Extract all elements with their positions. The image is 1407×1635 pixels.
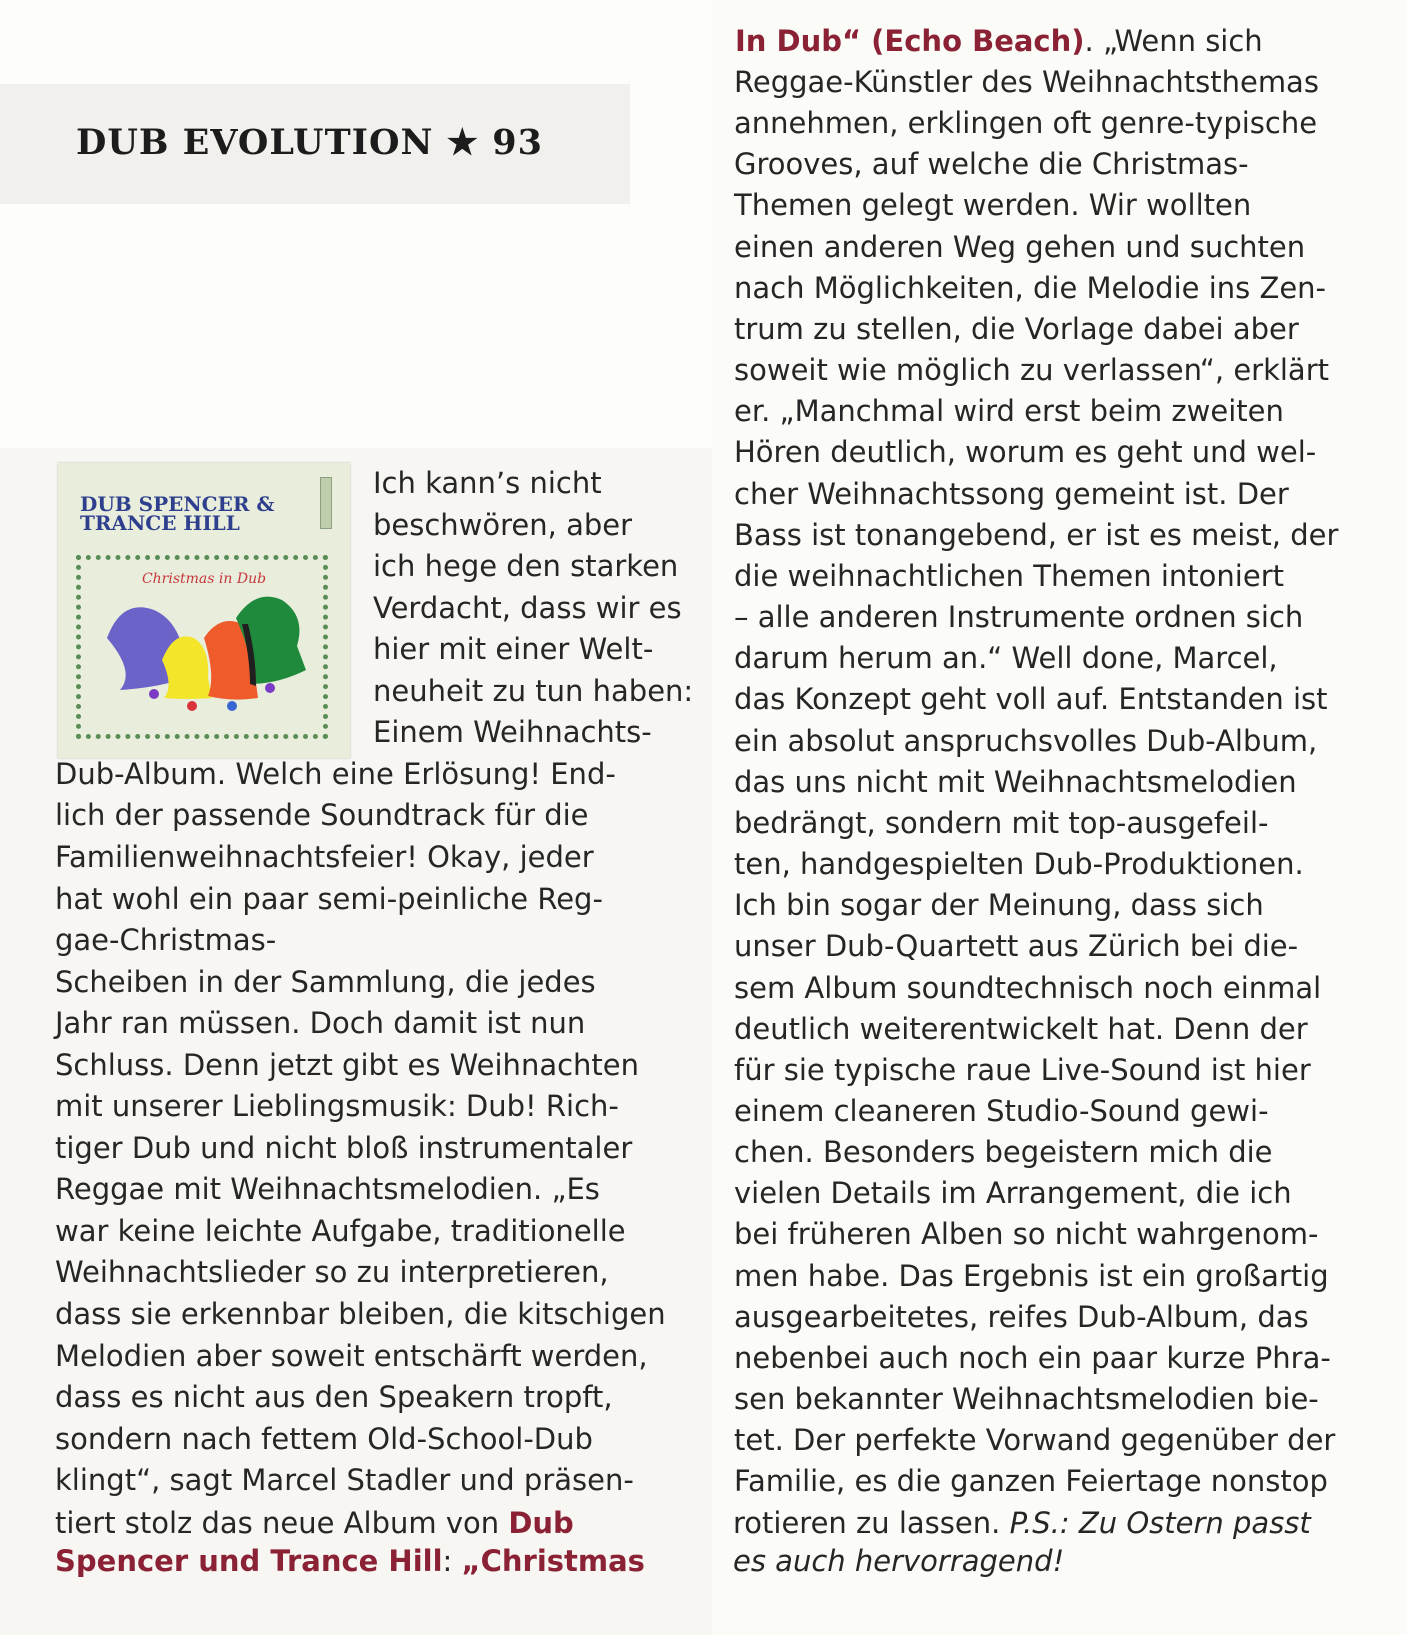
text-line: lich der passende Soundtrack für die bbox=[55, 798, 589, 833]
text-line: neuheit zu tun haben: bbox=[373, 673, 694, 708]
text-line: Melodien aber soweit entschärft werden, bbox=[55, 1338, 648, 1373]
text-line: hier mit einer Welt- bbox=[373, 632, 654, 667]
text-line: beschwören, aber bbox=[373, 507, 633, 542]
text-line bbox=[735, 21, 1263, 61]
text-line: vielen Details im Arrangement, die ich bbox=[734, 1176, 1292, 1211]
text-line: ten, handgespielten Dub-Produktionen. bbox=[734, 847, 1304, 882]
text-line: Einem Weihnachts- bbox=[373, 715, 652, 750]
text-line: tet. Der perfekte Vorwand gegenüber der bbox=[734, 1423, 1336, 1458]
text-line bbox=[733, 1503, 1311, 1543]
album-highlight: In Dub“ (Echo Beach) bbox=[735, 24, 1085, 58]
artist-highlight: Dub bbox=[508, 1506, 574, 1540]
text-line: Weihnachtslieder so zu interpretieren, bbox=[55, 1255, 609, 1290]
text-line: Hören deutlich, worum es geht und wel- bbox=[734, 435, 1317, 470]
text-line: trum zu stellen, die Vorlage dabei aber bbox=[734, 311, 1299, 346]
text-line: er. „Manchmal wird erst beim zweiten bbox=[734, 394, 1284, 429]
text-line: darum herum an.“ Well done, Marcel, bbox=[734, 641, 1278, 676]
page-title: DUB EVOLUTION ★ 93 bbox=[76, 122, 543, 163]
text-plain: . „Wenn sich bbox=[1084, 24, 1263, 58]
text-line: das Konzept geht voll auf. Entstanden ist bbox=[734, 682, 1328, 717]
text-line: Dub-Album. Welch eine Erlösung! End- bbox=[55, 756, 616, 791]
text-line: Themen gelegt werden. Wir wollten bbox=[734, 188, 1252, 223]
text-line: dass sie erkennbar bleiben, die kitschigen bbox=[55, 1297, 666, 1331]
text-line: ausgearbeitetes, reifes Dub-Album, das bbox=[734, 1299, 1309, 1334]
text-line: war keine leichte Aufgabe, traditionelle bbox=[55, 1213, 626, 1248]
text-line: chen. Besonders begeistern mich die bbox=[734, 1135, 1273, 1170]
text-plain: tiert stolz das neue Album von bbox=[55, 1506, 509, 1540]
text-line: Ich bin sogar der Meinung, dass sich bbox=[734, 888, 1264, 923]
text-line: nach Möglichkeiten, die Melodie ins Zen- bbox=[734, 270, 1327, 305]
text-line: sondern nach fettem Old-School-Dub bbox=[55, 1421, 593, 1456]
text-line: – alle anderen Instrumente ordnen sich bbox=[734, 600, 1304, 635]
text-line: ein absolut anspruchsvolles Dub-Album, bbox=[734, 723, 1318, 758]
text-line: hat wohl ein paar semi-peinliche Reg- bbox=[55, 881, 603, 916]
text-line: Reggae-Künstler des Weihnachtsthemas bbox=[734, 65, 1319, 99]
postscript-text: es auch hervorragend! bbox=[733, 1544, 1065, 1578]
text-line: bedrängt, sondern mit top-ausgefeil- bbox=[734, 805, 1269, 840]
text-plain: rotieren zu lassen. bbox=[733, 1506, 1010, 1540]
cover-subtitle: Christmas in Dub bbox=[141, 571, 267, 587]
text-line: Schluss. Denn jetzt gibt es Weihnachten bbox=[55, 1047, 640, 1082]
text-line bbox=[55, 1503, 574, 1543]
cover-band-line: DUB SPENCER & bbox=[80, 492, 275, 516]
text-line: unser Dub-Quartett aus Zürich bei die- bbox=[734, 929, 1299, 964]
text-line: nebenbei auch noch ein paar kurze Phra- bbox=[734, 1340, 1331, 1375]
text-line: Scheiben in der Sammlung, die jedes bbox=[55, 964, 596, 999]
text-line: dass es nicht aus den Speakern tropft, bbox=[55, 1380, 613, 1415]
text-line: klingt“, sagt Marcel Stadler und präsen- bbox=[55, 1463, 634, 1498]
cover-band-name bbox=[80, 492, 275, 535]
text-line: Familienweihnachtsfeier! Okay, jeder bbox=[55, 839, 594, 874]
text-line: mit unserer Lieblingsmusik: Dub! Rich- bbox=[55, 1089, 619, 1124]
text-line: Reggae mit Weihnachtsmelodien. „Es bbox=[55, 1172, 600, 1207]
text-line: annehmen, erklingen oft genre-typische bbox=[734, 106, 1318, 141]
text-line: für sie typische raue Live-Sound ist hier bbox=[734, 1052, 1311, 1087]
text-line: tiger Dub und nicht bloß instrumentaler bbox=[55, 1130, 633, 1165]
text-line: deutlich weiterentwickelt hat. Denn der bbox=[734, 1011, 1308, 1046]
text-line: Ich kann’s nicht bbox=[373, 466, 602, 500]
text-line: die weihnachtlichen Themen intoniert bbox=[734, 558, 1284, 593]
text-line: sen bekannter Weihnachtsmelodien bie- bbox=[734, 1382, 1319, 1417]
text-line bbox=[55, 1541, 645, 1581]
text-line: soweit wie möglich zu verlassen“, erklärt bbox=[734, 353, 1329, 388]
text-line: einen anderen Weg gehen und suchten bbox=[734, 229, 1306, 264]
bells-icon bbox=[92, 588, 314, 718]
text-line: Familie, es die ganzen Feiertage nonstop bbox=[734, 1464, 1328, 1499]
label-logo-icon bbox=[320, 477, 332, 529]
text-line: das uns nicht mit Weihnachtsmelodien bbox=[734, 764, 1297, 799]
artist-highlight: Spencer und Trance Hill bbox=[55, 1544, 443, 1578]
text-line: gae-Christmas- bbox=[55, 923, 277, 958]
text-line: cher Weihnachtssong gemeint ist. Der bbox=[734, 476, 1289, 511]
text-line: ich hege den starken bbox=[373, 549, 679, 584]
text-plain: : bbox=[442, 1544, 462, 1578]
text-line: Jahr ran müssen. Doch damit ist nun bbox=[55, 1006, 586, 1041]
text-line: einem cleaneren Studio-Sound gewi- bbox=[734, 1094, 1269, 1128]
cover-band-line: TRANCE HILL bbox=[80, 511, 240, 535]
text-line: bei früheren Alben so nicht wahrgenom- bbox=[734, 1217, 1319, 1252]
postscript-text: P.S.: Zu Ostern passt bbox=[1009, 1506, 1311, 1540]
text-line: Grooves, auf welche die Christmas- bbox=[734, 147, 1249, 182]
text-line: men habe. Das Ergebnis ist ein großartig bbox=[734, 1258, 1329, 1293]
text-line: Verdacht, dass wir es bbox=[373, 590, 682, 625]
album-highlight: „Christmas bbox=[461, 1544, 645, 1578]
text-line: sem Album soundtechnisch noch einmal bbox=[734, 970, 1322, 1005]
text-line: Bass ist tonangebend, er ist es meist, der bbox=[734, 517, 1339, 552]
album-cover bbox=[58, 463, 350, 758]
